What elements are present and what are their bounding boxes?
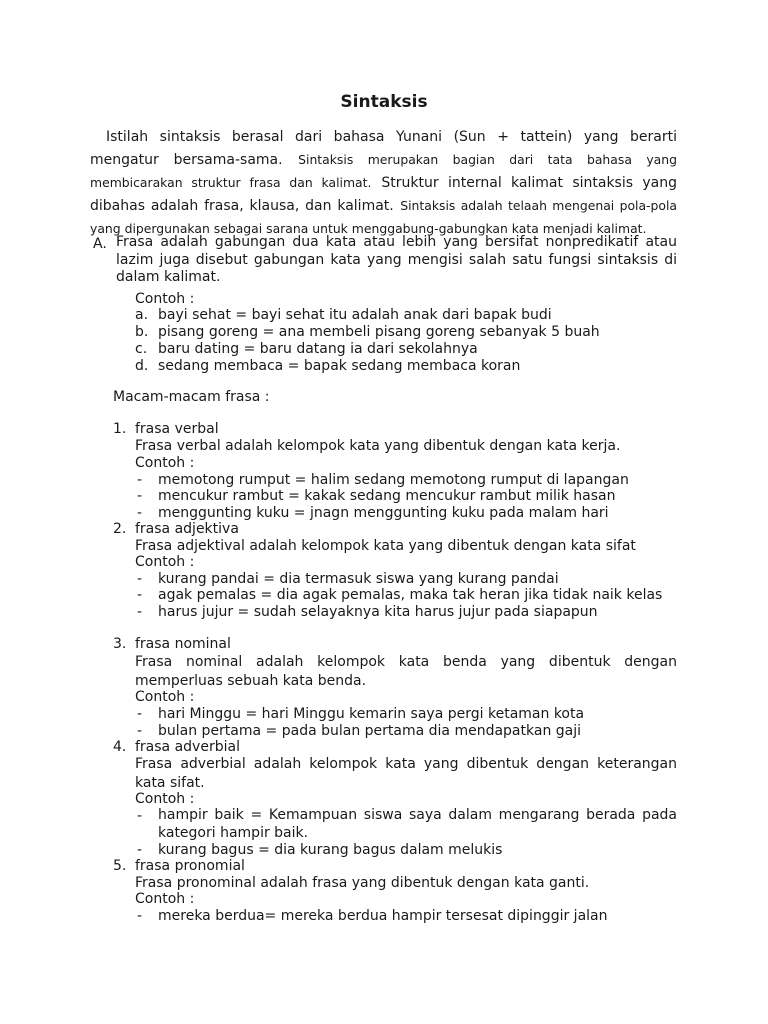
dash-bullet: - <box>137 842 143 858</box>
frasa-name: frasa adjektiva <box>135 521 239 537</box>
example-marker: c. <box>135 341 148 357</box>
example-item: mencukur rambut = kakak sedang mencukur rambut milik hasan <box>158 488 616 504</box>
frasa-contoh: Contoh : <box>135 455 195 471</box>
list-number: 5. <box>113 858 127 874</box>
list-number: 4. <box>113 739 127 755</box>
frasa-name: frasa nominal <box>135 636 231 652</box>
example-item: kurang pandai = dia termasuk siswa yang kurang pandai <box>158 571 559 587</box>
example-item: agak pemalas = dia agak pemalas, maka tak heran jika tidak naik kelas <box>158 587 663 603</box>
example-item: kurang bagus = dia kurang bagus dalam melukis <box>158 842 503 858</box>
example-item: hampir baik = Kemampuan siswa saya dalam mengarang berada pada kategori hampir baik. <box>158 807 677 841</box>
frasa-name: frasa verbal <box>135 421 219 437</box>
example-item: pisang goreng = ana membeli pisang goreng sebanyak 5 buah <box>158 324 600 340</box>
example-item: hari Minggu = hari Minggu kemarin saya pergi ketaman kota <box>158 706 585 722</box>
frasa-definition: Frasa adverbial adalah kelompok kata yang dibentuk dengan keterangan kata sifat. <box>135 756 677 791</box>
frasa-definition: Frasa pronominal adalah frasa yang dibentuk dengan kata ganti. <box>135 875 590 891</box>
page-title: Sintaksis <box>340 92 428 112</box>
dash-bullet: - <box>137 908 143 924</box>
example-item: bayi sehat = bayi sehat itu adalah anak dari bapak budi <box>158 307 552 323</box>
example-item: harus jujur = sudah selayaknya kita harus jujur pada siapapun <box>158 604 598 620</box>
intro-sentence-4: Sintaksis adalah telaah mengenai pola-pola yang dipergunakan sebagai sarana untuk menggabung-gabungkan kata menjadi kalimat. <box>90 198 678 236</box>
example-item: sedang membaca = bapak sedang membaca koran <box>158 358 521 374</box>
frasa-definition: Frasa adjektival adalah kelompok kata yang dibentuk dengan kata sifat <box>135 538 636 554</box>
section-a-marker: A. <box>93 236 107 252</box>
frasa-contoh: Contoh : <box>135 554 195 570</box>
dash-bullet: - <box>137 505 143 521</box>
macam-heading: Macam-macam frasa : <box>113 389 270 405</box>
intro-sentence-3: Struktur internal kalimat sintaksis yang dibahas adalah frasa, klausa, dan kalimat. <box>90 175 677 214</box>
example-item: memotong rumput = halim sedang memotong rumput di lapangan <box>158 472 629 488</box>
frasa-name: frasa adverbial <box>135 739 240 755</box>
frasa-contoh: Contoh : <box>135 689 195 705</box>
section-a-definition: Frasa adalah gabungan dua kata atau lebih yang bersifat nonpredikatif atau lazim juga disebut gabungan kata yang mengisi salah satu fungsi sintaksis di dalam kalimat. <box>116 234 677 285</box>
example-item: mereka berdua= mereka berdua hampir tersesat dipinggir jalan <box>158 908 608 924</box>
example-marker: a. <box>135 307 149 323</box>
section-a-contoh: Contoh : <box>135 291 195 307</box>
frasa-contoh: Contoh : <box>135 791 195 807</box>
dash-bullet: - <box>137 587 143 603</box>
dash-bullet: - <box>137 723 143 739</box>
example-marker: d. <box>135 358 149 374</box>
list-number: 2. <box>113 521 127 537</box>
list-number: 1. <box>113 421 127 437</box>
intro-sentence-1: Istilah sintaksis berasal dari bahasa Yunani (Sun + tattein) yang berarti mengatur bersama-sama. <box>90 129 677 168</box>
dash-bullet: - <box>137 472 143 488</box>
example-item: menggunting kuku = jnagn menggunting kuku pada malam hari <box>158 505 609 521</box>
frasa-definition: Frasa nominal adalah kelompok kata benda yang dibentuk dengan memperluas sebuah kata benda. <box>135 654 677 689</box>
frasa-contoh: Contoh : <box>135 891 195 907</box>
frasa-definition: Frasa verbal adalah kelompok kata yang dibentuk dengan kata kerja. <box>135 438 621 454</box>
example-marker: b. <box>135 324 149 340</box>
dash-bullet: - <box>137 706 143 722</box>
example-item: baru dating = baru datang ia dari sekolahnya <box>158 341 478 357</box>
dash-bullet: - <box>137 571 143 587</box>
list-number: 3. <box>113 636 127 652</box>
dash-bullet: - <box>137 604 143 620</box>
dash-bullet: - <box>137 488 143 504</box>
frasa-name: frasa pronomial <box>135 858 245 874</box>
dash-bullet: - <box>137 808 143 824</box>
intro-paragraph <box>90 125 677 239</box>
intro-sentence-2: Sintaksis merupakan bagian dari tata bahasa yang membicarakan struktur frasa dan kalimat. <box>90 152 677 190</box>
example-item: bulan pertama = pada bulan pertama dia mendapatkan gaji <box>158 723 582 739</box>
